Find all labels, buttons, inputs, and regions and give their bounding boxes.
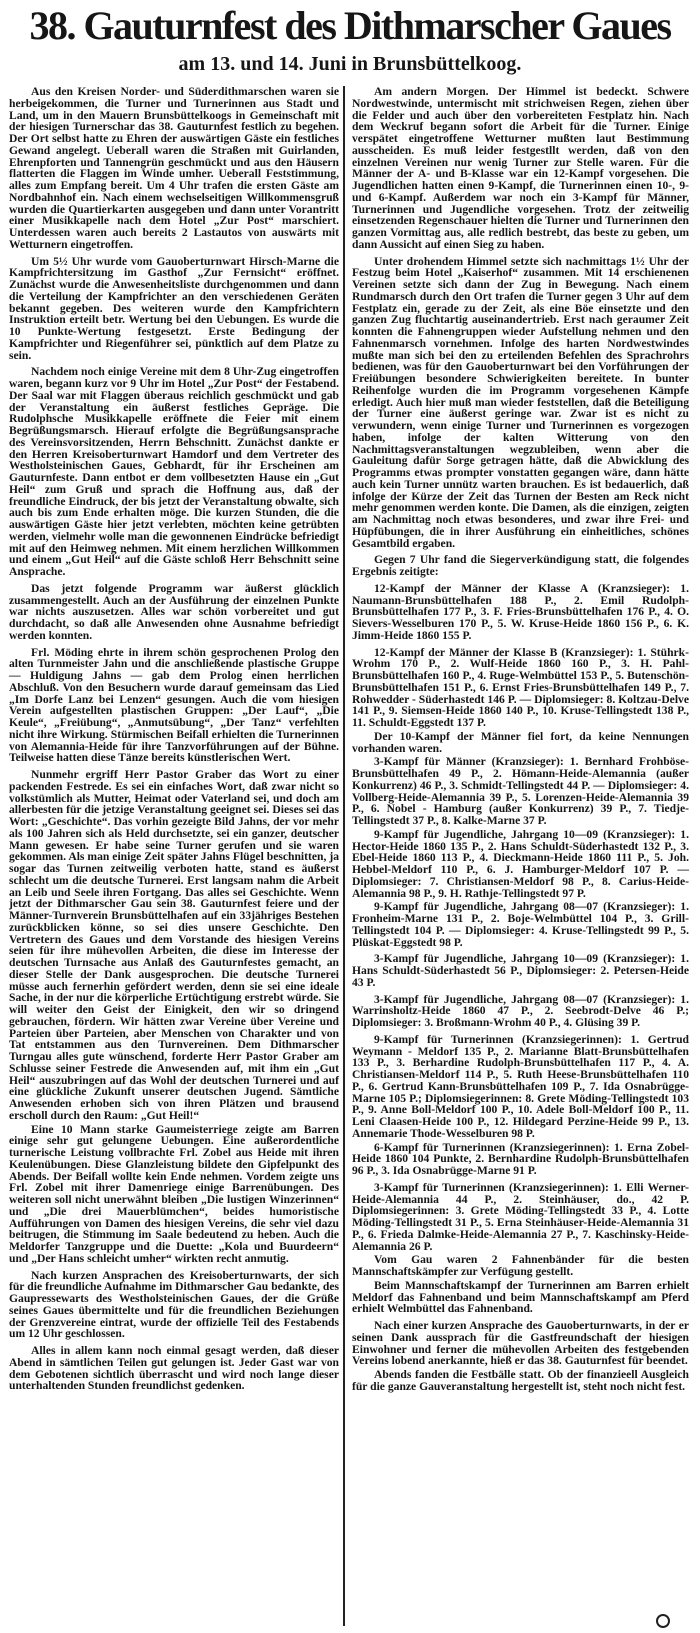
paragraph: Nunmehr ergriff Herr Pastor Graber das Wort zu einer packenden Festrede. Es sei ein einfaches Wort, daß zwar nicht so volkstümlich als Mutter, Heimat oder Vaterland sei, und doch am allerbesten für die jetzige Veranstaltung geeignet sei. Dieses sei das Wort: „Geschichte“. Das vorhin gezeigte Bild Jahns, der vor mehr als 100 Jahren sich als Held durchsetzte, sei ein ganzer, deutscher Mann gewesen. Er habe seine Turner gerufen und sie waren gekommen. Als man einige Zeit später Jahns Flügel beschnitten, ja sogar das Turnen zeitweilig verboten hatte, stand es äußerst schlecht um die deutsche Turnerei. Erst langsam nahm die Arbeit an Leib und Seele ihren Fortgang. Das alles sei Geschichte. Wenn jetzt der Dithmarscher Gau sein 38. Gauturnfest feiere und der Männer-Turnverein Brunsbüttelhafen auf ein 33jähriges Bestehen zurückblicken könne, so sei dies unsere Geschichte. Den Vertretern des Gaues und dem Vorstande des hiesigen Vereins seien für ihre mühevollen Arbeiten, die diese im Interesse der deutschen Turnsache aus Anlaß des Gauturnfestes gemacht, an dieser Stelle der Dank ausgesprochen. Die deutsche Turnerei müsse auch fernerhin gefördert werden, denn sie sei eine ideale Sache, in der nur die körperliche Ertüchtigung erstrebt würde. Sie will weiter den Geist der Einigkeit, den wir so dringend gebrauchen, fördern. Wir hätten zwar Vereine über Vereine und Parteien über Parteien, aber Menschen von Charakter und von Tat entstammen aus den Turnvereinen. Dem Dithmarscher Turngau alles gute wünschend, forderte Herr Pastor Graber am Schlusse seiner Festrede die Anwesenden auf, mit ihm ein „Gut Heil“ auszubringen auf das Wohl der deutschen Turnerei und auf eine glückliche Zukunft unserer deutschen Jugend. Sämtliche Anwesenden erhoben sich von ihren Plätzen und brausend erscholl durch den Raum: „Gut Heil!“ bbox=[9, 768, 339, 1122]
headline-text: 38. Gauturnfest des Dithmarscher Gaues bbox=[29, 3, 671, 48]
results-paragraph: 9-Kampf für Jugendliche, Jahrgang 10—09 (Kranzsieger): 1. Hector-Heide 1860 135 P., 2. Hans Schuldt-Süderhastedt 132 P., 3. Ebel-Heide 1860 113 P., 4. Dieckmann-Heide 1860 111 P., 5. Joh. Hebbel-Meldorf 110 P., 6. J. Hamburger-Meldorf 107 P. — Diplomsieger: 7. Christiansen-Meldorf 98 P., 8. Carius-Heide-Alemannia 98 P., 9. H. Rathje-Tellingstedt 97 P. bbox=[352, 827, 689, 900]
article-subheadline bbox=[0, 50, 700, 78]
paragraph: Abends fanden die Festbälle statt. Ob der finanzieell Ausgleich für die ganze Gauveranstaltung hergestellt ist, steht noch nicht fest. bbox=[352, 1368, 689, 1393]
paragraph: Frl. Möding ehrte in ihrem schön gesprochenen Prolog den alten Turnmeister Jahn und die anschließende plastische Gruppe — Huldigung Jahns — gab dem Prolog einen herrlichen Abschluß. Von den Besuchern wurde darauf gemeinsam das Lied „Im Dorfe Lanz bei Lenzen“ gesungen. Auch die vom hiesigen Verein aufgestellten plastischen Gruppen: „Der Lauf“, „Die Keule“, „Freiübung“, „Anmutsübung“, „Der Tanz“ verfehlten nicht ihre Wirkung. Stürmischen Beifall erhielten die Turnerinnen von Alemannia-Heide für ihre Tanzvorführungen auf der Bühne. Teilweise hatten diese Tänze bereits künstlerischen Wert. bbox=[9, 645, 339, 765]
results-paragraph: 3-Kampf für Jugendliche, Jahrgang 08—07 (Kranzsieger): 1. Warrinsholtz-Heide 1860 47 P., 2. Seebrodt-Delve 46 P.; Diplomsieger: 3. Broßmann-Wrohm 40 P., 4. Glüsing 39 P. bbox=[352, 992, 689, 1029]
results-paragraph: 9-Kampf für Jugendliche, Jahrgang 08—07 (Kranzsieger): 1. Fronheim-Marne 131 P., 2. Boje-Welmbüttel 104 P., 3. Grill-Tellingstedt 104 P. — Diplomsieger: 4. Kruse-Tellingstedt 99 P., 5. Plüskat-Eggstedt 98 P. bbox=[352, 900, 689, 949]
results-paragraph: 3-Kampf für Turnerinnen (Kranzsiegerinnen): 1. Elli Werner-Heide-Alemannia 44 P., 2. Steinhäuser, do., 42 P. Diplomsiegerinnen: 3. Grete Möding-Tellingstedt 33 P., 4. Lotte Möding-Tellingstedt 31 P., 5. Erna Steinhäuser-Heide-Alemannia 31 P., 6. Frieda Dalmke-Heide-Alemannia 27 P., 7. Kaschinsky-Heide-Alemannia 26 P. bbox=[352, 1180, 689, 1253]
article-headline bbox=[0, 2, 700, 50]
paragraph: Am andern Morgen. Der Himmel ist bedeckt. Schwere Nordwestwinde, untermischt mit strichweisen Regen, ziehen über die Felder und auch über den vorbereiteten Festplatz hin. Nach dem Weckruf begann sofort die Arbeit für die Turner. Einige verspätet eingetroffene Wetturner mußten laut Bestimmung ausscheiden. Es muß leider festgestllt werden, daß von den einzelnen Vereinen nur wenig Turner zur Stelle waren. Für die Männer der A- und B-Klasse war ein 12-Kampf vorgesehen. Die Jugendlichen hatten einen 9-Kampf, die Turnerinnen einen 10-, 9- und 6-Kampf. Außerdem war noch ein 3-Kampf für Männer, Turnerinnen und Jugendliche vorgesehen. Trotz der zeitweilig einsetzenden Regenschauer hielten die Turner und Turnerinnen den ganzen Vormittag aus, alle redlich bestrebt, das beste zu geben, um dann Aussicht auf einen Sieg zu haben. bbox=[352, 85, 689, 251]
paragraph: Vom Gau waren 2 Fahnenbänder für die besten Mannschaftskämpfer zur Verfügung gestellt. bbox=[352, 1253, 689, 1278]
paragraph: Der 10-Kampf der Männer fiel fort, da keine Nennungen vorhanden waren. bbox=[352, 729, 689, 755]
paragraph: Eine 10 Mann starke Gaumeisterriege zeigte am Barren einige sehr gut gelungene Uebungen. Eine außerordentliche turnerische Leistung vollbrachte Frl. Zobel aus Heide mit ihren Keulenübungen. Diese Glanzleistung bildete den Gipfelpunkt des Abends. Der Beifall wollte kein Ende nehmen. Vordem zeigte uns Frl. Zobel mit ihrer Damenriege einige Barrenübungen. Des weiteren soll nicht unerwähnt bleiben „Die lustigen Winzerinnen“ und „Die drei Mauerblümchen“, beides humoristische Aufführungen von Damen des hiesigen Vereins, die sehr viel dazu beitrugen, die Stimmung im Saale bedeutend zu heben. Auch die Meldorfer Tanzgruppe und die Duette: „Kola und Buurdeern“ und „Der Hans schleicht umher“ wirkten recht anmutig. bbox=[9, 1122, 339, 1265]
paragraph: Beim Mannschaftskampf der Turnerinnen am Barren erhielt Meldorf das Fahnenband und beim Mannschaftskampf am Pferd erhielt Welmbüttel das Fahnenband. bbox=[352, 1278, 689, 1316]
results-paragraph: 12-Kampf der Männer der Klasse A (Kranzsieger): 1. Naumann-Brunsbüttelhafen 188 P., 2. Emil Rudolph-Brunsbüttelhafen 177 P., 3. F. Fries-Brunsbüttelhafen 176 P., 4. O. Sievers-Wesselburen 170 P., 5. W. Kruse-Heide 1860 156 P., 6. K. Jimm-Heide 1860 155 P. bbox=[352, 581, 689, 642]
results-paragraph: 3-Kampf für Männer (Kranzsieger): 1. Bernhard Frohböse-Brunsbüttelhafen 49 P., 2. Hömann-Heide-Alemannia (außer Konkurrenz) 46 P., 3. Schmidt-Tellingstedt 44 P. — Diplomsieger: 4. Vollberg-Heide-Alemannia 39 P., 5. Lorenzen-Heide-Alemannia 39 P., 6. Nobel - Hamburg (außer Konkurrenz) 39 P., 7. Tiedje-Tellingstedt 37 P., 8. Kalke-Marne 37 P. bbox=[352, 755, 689, 827]
end-mark-circle-icon bbox=[656, 1614, 670, 1628]
paragraph: Nach einer kurzen Ansprache des Gauoberturnwarts, in der er seinen Dank aussprach für die Gastfreundschaft der hiesigen Einwohner und ferner die mühevollen Arbeiten des festgebenden Vereins lobend anerkannte, hieß er das 38. Gauturnfest für beendet. bbox=[352, 1319, 689, 1368]
subheadline-text: am 13. und 14. Juni in Brunsbüttelkoog. bbox=[178, 53, 522, 75]
paragraph: Nachdem noch einige Vereine mit dem 8 Uhr-Zug eingetroffen waren, begann kurz vor 9 Uhr im Hotel „Zur Post“ der Festabend. Der Saal war mit Flaggen überaus reichlich geschmückt und gab der Veranstaltung ein äußerst festliches Gepräge. Die Rudolphsche Musikkapelle eröffnete die Feier mit einem Begrüßungsmarsch. Hierauf erfolgte die Begrüßungsansprache des Vereinsvorsitzenden, Herrn Behschnitt. Zunächst dankte er den Herren Kreisoberturnwart Hamdorf und dem Vertreter des Westholsteinischen Gaues, Gebhardt, für ihr Erscheinen am Gauturnfeste. Dann entbot er dem vollbesetzten Hause ein „Gut Heil“ zum Gruß und sprach die Hoffnung aus, daß der freundliche Eindruck, der bis jetzt der Veranstaltung obwalte, sich auch bis zum Ende erhalten möge. Die kurzen Stunden, die die auswärtigen Gäste hier jetzt verlebten, möchten keine getrübten werden, vielmehr wolle man die gewonnenen Eindrücke befriedigt mit auf den Heimweg nehmen. Mit einem herzlichen Willkommen und einem „Gut Heil“ auf die Gäste schloß Herr Behschnitt seine Ansprache. bbox=[9, 365, 339, 578]
column-divider bbox=[343, 86, 345, 1626]
paragraph: Das jetzt folgende Programm war äußerst glücklich zusammengestellt. Auch an der Ausführung der einzelnen Punkte war nichts auszusetzen. Alles war schön vorbereitet und gut durchdacht, so daß alle Anwesenden ohne Ausnahme befriedigt werden konnten. bbox=[9, 581, 339, 642]
paragraph: Nach kurzen Ansprachen des Kreisoberturnwarts, der sich für die freundliche Aufnahme im Dithmarscher Gau bedankte, des Gaupressewarts des Westholsteinischen Gaues, der die Grüße seines Gaues übermittelte und für die freundlichen Beziehungen der Grenzvereine eintrat, wurde der offizielle Teil des Festabends um 12 Uhr geschlossen. bbox=[9, 1268, 339, 1341]
results-paragraph: 9-Kampf für Turnerinnen (Kranzsiegerinnen): 1. Gertrud Weymann - Meldorf 135 P., 2. Marianne Blatt-Brunsbüttelhafen 133 P., 3. Berhardine Rudolph-Brunsbüttelhafen 117 P., 4. A. Christiansen-Meldorf 114 P., 5. Ruth Heese-Brunsbüttelhafen 110 P., 6. Gertrud Kann-Brunsbüttelhafen 109 P., 7. Ida Osnabrügge-Marne 105 P.; Diplomsiegerinnen: 8. Grete Möding-Tellingstedt 103 P., 9. Anne Boll-Meldorf 100 P., 10. Adele Boll-Meldorf 100 P., 11. Leni Claasen-Heide 100 P., 12. Hildegard Perzine-Heide 99 P., 13. Annemarie Thode-Wesselburen 98 P. bbox=[352, 1032, 689, 1140]
paragraph: Aus den Kreisen Norder- und Süderdithmarschen waren sie herbeigekommen, die Turner und Turnerinnen aus Stadt und Land, um in den Mauern Brunsbüttelkoogs in Gemeinschaft mit der hiesigen Turnerschar das 38. Gauturnfest festlich zu begehen. Der Ort selbst hatte zu Ehren der auswärtigen Gäste ein festliches Gewand angelegt. Ueberall waren die Straßen mit Guirlanden, Ehrenpforten und Tannengrün geschmückt und aus den Häusern flatterten die Flaggen im Winde umher. Ueberall Feststimmung, alles zum Empfang bereit. Um 4 Uhr trafen die ersten Gäste am Nordbahnhof ein. Nach einem wechselseitigen Willkommensgruß wurden die Quartierkarten ausgegeben und dann unter Vorantritt einer Musikkapelle nach dem Hotel „Zur Post“ marschiert. Unterdessen waren auch bereits 2 Lastautos von auswärts mit Wetturnern eingetroffen. bbox=[9, 85, 339, 251]
left-column bbox=[9, 86, 339, 1394]
results-paragraph: 6-Kampf für Turnerinnen (Kranzsiegerinnen): 1. Erna Zobel-Heide 1860 104 Punkte, 2. Bernhardine Rudolph-Brunsbüttelhafen 96 P., 3. Ida Osnabrügge-Marne 91 P. bbox=[352, 1140, 689, 1177]
paragraph: Alles in allem kann noch einmal gesagt werden, daß dieser Abend in sämtlichen Teilen gut gelungen ist. Jeder Gast war von dem Gebotenen sichtlich überrascht und wird noch lange dieser unterhaltenden Stunden freundlichst gedenken. bbox=[9, 1344, 339, 1393]
paragraph: Unter drohendem Himmel setzte sich nachmittags 1½ Uhr der Festzug beim Hotel „Kaiserhof“ zusammen. Mit 14 erschienenen Vereinen setzte sich dann der Zug in Bewegung. Nach einem Rundmarsch durch den Ort trafen die Turner gegen 3 Uhr auf dem Festplatz ein, gerade zu der Zeit, als eine Böe einsetzte und den ganzen Zug fluchtartig auseinandertrieb. Erst nach geraumer Zeit konnten die Fahnengruppen wieder Aufstellung nehmen und den Fahnenmarsch vornehmen. Infolge des harten Nordwestwindes mußte man sich bei den zu erteilenden Befehlen des Sprachrohrs bedienen, was für den Gauoberturnwart bei den Vorführungen der Freiübungen besondere Schwierigkeiten bereitete. In bunter Reihenfolge wurden die im Programm vorgesehenen Kämpfe erledigt. Auch hier muß man wieder feststellen, daß die Beteiligung der Turner eine äußerst geringe war. Zwar ist es nicht zu verwundern, wenn einige Turner und Turnerinnen es vorgezogen haben, infolge der kalten Witterung von den Nachmittagsveranstaltungen wegzubleiben, wenn aber die Gauleitung dafür Sorge getragen hätte, daß die Abwicklung des Programms etwas prompter vonstatten gegangen wäre, dann hätte auch kein Turner unnütz warten brauchen. Es ist bedauerlich, daß infolge der Kürze der Zeit das Turnen der Besten am Reck nicht mehr genommen werden konte. Die Damen, als die einzigen, zeigten am Nachmittag noch etwas besonderes, und zwar ihre Frei- und Hüpfübungen, die in ihrer Ausführung ein einheitliches, schönes Gesamtbild ergaben. bbox=[352, 254, 689, 550]
results-paragraph: 3-Kampf für Jugendliche, Jahrgang 10—09 (Kranzsieger): 1. Hans Schuldt-Süderhastedt 56 P., Diplomsieger: 2. Petersen-Heide 43 P. bbox=[352, 952, 689, 989]
results-paragraph: 12-Kampf der Männer der Klasse B (Kranzsieger): 1. Stührk-Wrohm 170 P., 2. Wulf-Heide 1860 160 P., 3. H. Pahl-Brunsbüttelhafen 160 P., 4. Ruge-Welmbüttel 153 P., 5. Butenschön-Brunsbüttelhafen 151 P., 6. Ernst Fries-Brunsbüttelhafen 149 P., 7. Rohwedder - Süderhastedt 146 P. — Diplomsieger: 8. Koltzau-Delve 141 P., 9. Siemsen-Heide 1860 140 P., 10. Kruse-Tellingstedt 138 P., 11. Schuldt-Eggstedt 137 P. bbox=[352, 645, 689, 729]
right-column bbox=[352, 86, 689, 1395]
paragraph: Gegen 7 Uhr fand die Siegerverkündigung statt, die folgendes Ergebnis zeitigte: bbox=[352, 553, 689, 578]
paragraph: Um 5½ Uhr wurde vom Gauoberturnwart Hirsch-Marne die Kampfrichtersitzung im Gasthof „Zur Fernsicht“ eröffnet. Zunächst wurde die Anwesenheitsliste durchgenommen und dann die Verteilung der Kampfrichter an den verschiedenen Geräten bekannt gegeben. Des weiteren wurde den Kampfrichtern Instruktion erteilt betr. Wertung bei den Uebungen. Es wurde die 10 Punkte-Wertung festgesetzt. Erste Bedingung der Kampfrichter und Riegenführer sei, pünktlich auf dem Platze zu sein. bbox=[9, 254, 339, 362]
